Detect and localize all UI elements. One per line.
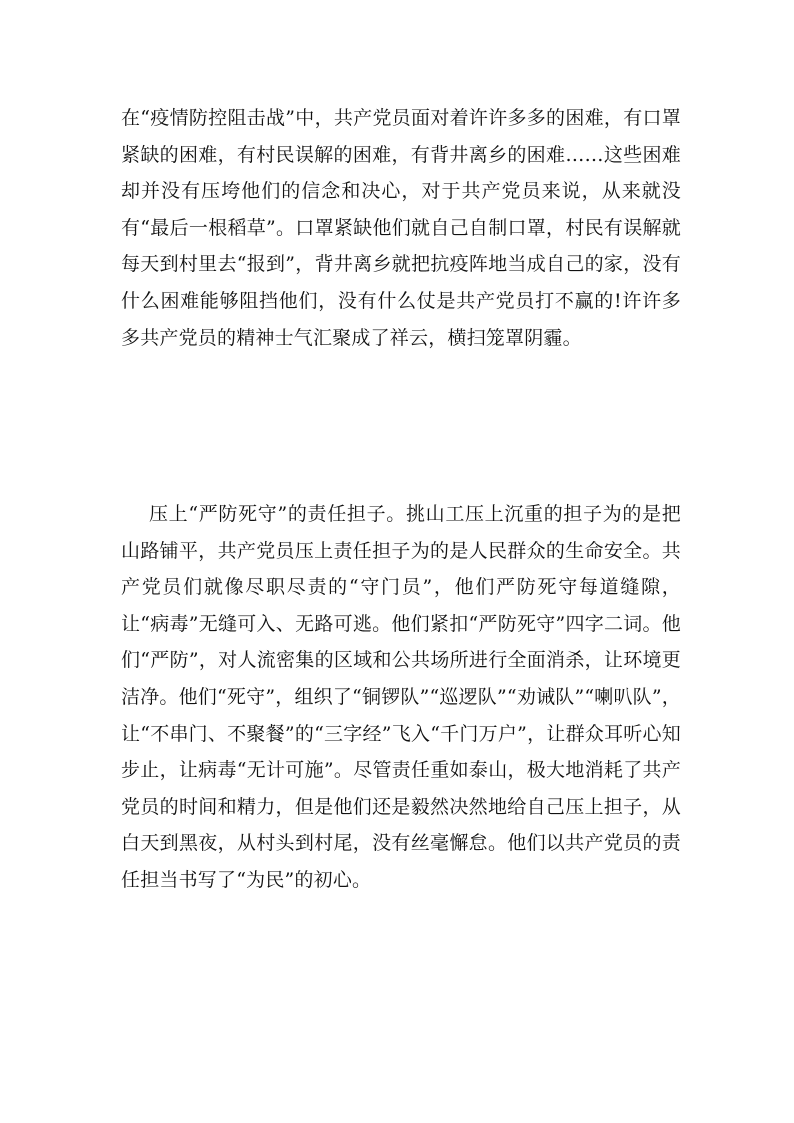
paragraph-overcoming-difficulties: 在“疫情防控阻击战”中，共产党员面对着许许多多的困难，有口罩紧缺的困难，有村民误解的困难，有背井离乡的困难……这些困难却并没有压垮他们的信念和决心，对于共产党员来说，从来就没有“最后一根稻草”。口罩紧缺他们就自己自制口罩，村民有误解就每天到村里去“报到”，背井离乡就把抗疫阵地当成自己的家，没有什么困难能够阻挡他们，没有什么仗是共产党员打不赢的!许许多多共产党员的精神士气汇聚成了祥云，横扫笼罩阴霾。	[121, 107, 681, 349]
paragraph-strict-prevention-responsibility: 压上“严防死守”的责任担子。挑山工压上沉重的担子为的是把山路铺平，共产党员压上责任担子为的是人民群众的生命安全。共产党员们就像尽职尽责的“守门员”，他们严防死守每道缝隙，让“病毒”无缝可入、无路可逃。他们紧扣“严防死守”四字二词。他们“严防”，对人流密集的区域和公共场所进行全面消杀，让环境更洁净。他们“死守”，组织了“铜锣队”“巡逻队”“劝诫队”“喇叭队”，让“不串门、不聚餐”的“三字经”飞入“千门万户”，让群众耳听心知步止，让病毒“无计可施”。尽管责任重如泰山，极大地消耗了共产党员的时间和精力，但是他们还是毅然决然地给自己压上担子，从白天到黑夜，从村头到村尾，没有丝毫懈怠。他们以共产党员的责任担当书写了“为民”的初心。	[121, 503, 681, 891]
